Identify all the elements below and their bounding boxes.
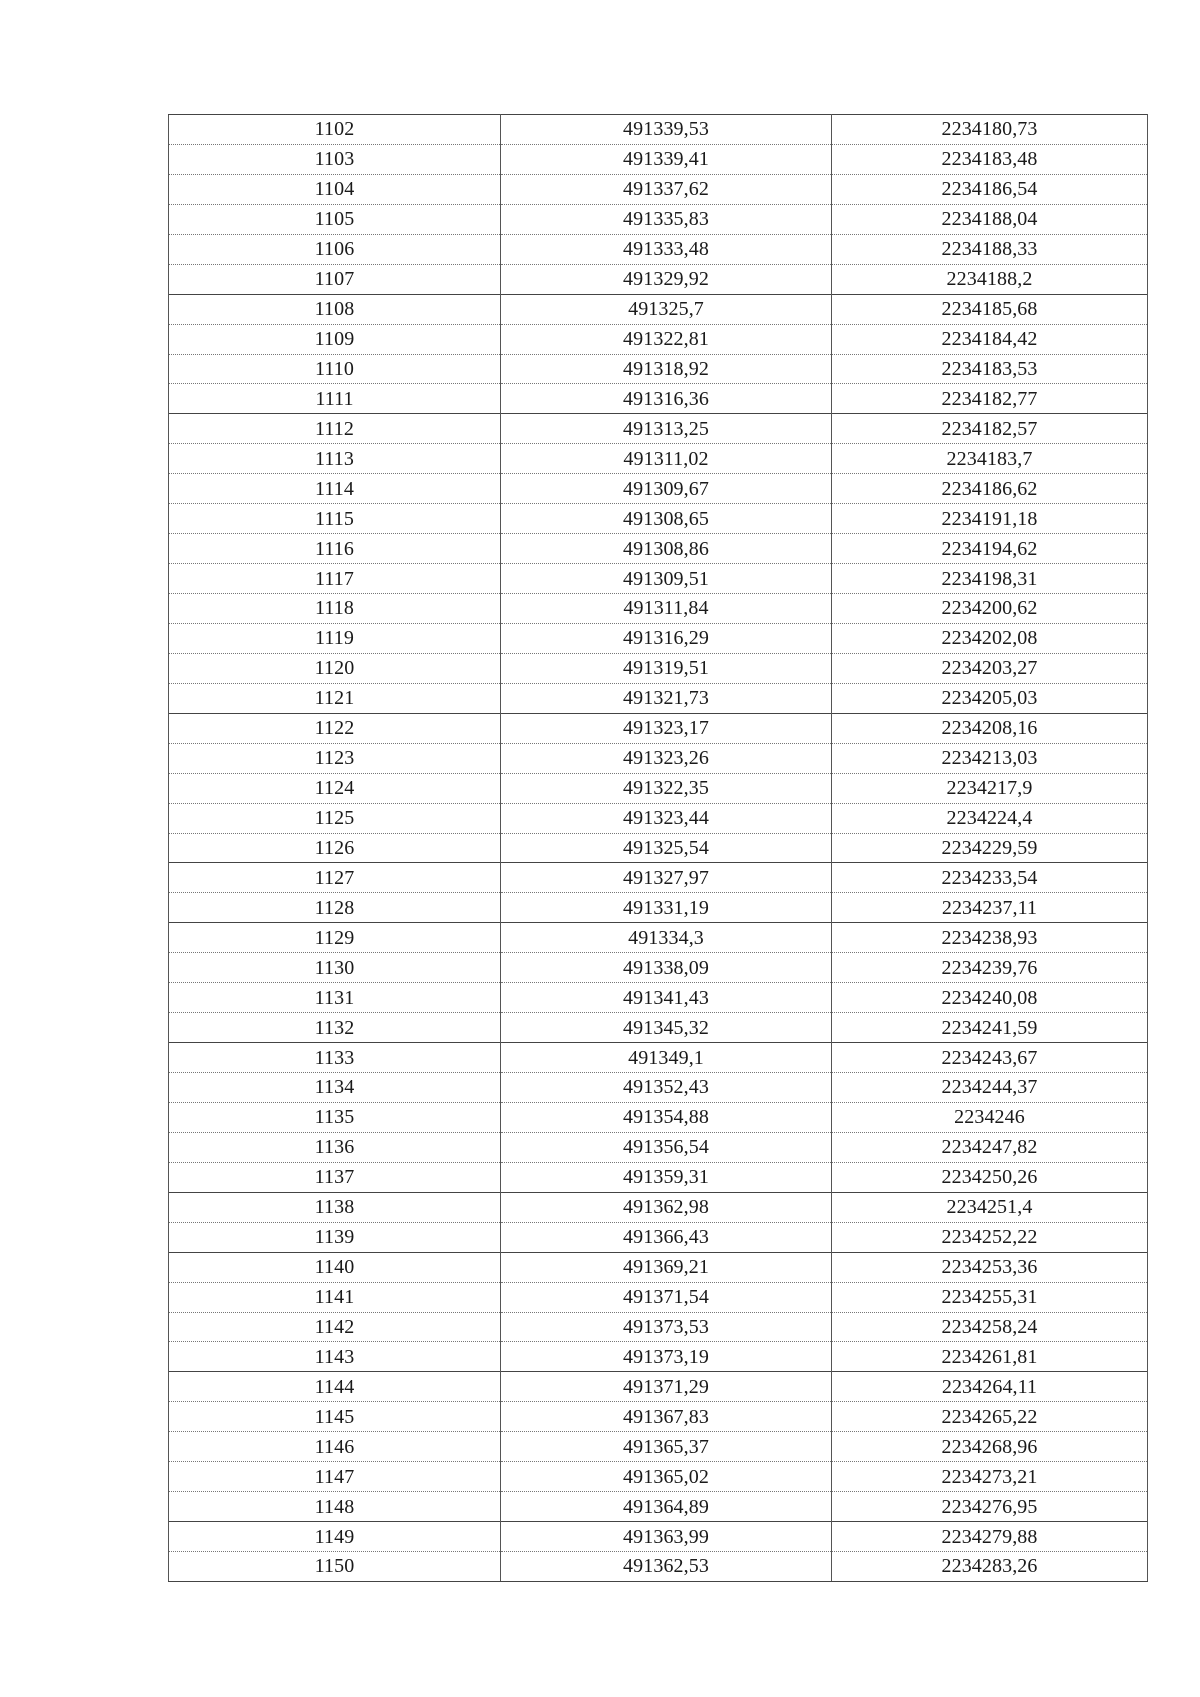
point-number-cell: 1140	[169, 1252, 501, 1282]
y-coordinate-cell: 2234253,36	[832, 1252, 1148, 1282]
point-number-cell: 1142	[169, 1312, 501, 1342]
y-coordinate-cell: 2234276,95	[832, 1492, 1148, 1522]
x-coordinate-cell: 491366,43	[501, 1222, 832, 1252]
point-number-cell: 1119	[169, 623, 501, 653]
table-row	[169, 264, 1148, 294]
table-row	[169, 174, 1148, 204]
y-coordinate-cell: 2234243,67	[832, 1043, 1148, 1073]
y-coordinate-cell: 2234182,77	[832, 384, 1148, 414]
table-row	[169, 623, 1148, 653]
table-row	[169, 1132, 1148, 1162]
x-coordinate-cell: 491365,02	[501, 1462, 832, 1492]
table-row	[169, 953, 1148, 983]
x-coordinate-cell: 491335,83	[501, 204, 832, 234]
point-number-cell: 1111	[169, 384, 501, 414]
table-row	[169, 713, 1148, 743]
y-coordinate-cell: 2234224,4	[832, 803, 1148, 833]
point-number-cell: 1141	[169, 1282, 501, 1312]
y-coordinate-cell: 2234238,93	[832, 923, 1148, 953]
y-coordinate-cell: 2234240,08	[832, 983, 1148, 1013]
point-number-cell: 1150	[169, 1552, 501, 1582]
table-row	[169, 1402, 1148, 1432]
y-coordinate-cell: 2234185,68	[832, 294, 1148, 324]
x-coordinate-cell: 491323,26	[501, 743, 832, 773]
table-row	[169, 1102, 1148, 1132]
table-row	[169, 294, 1148, 324]
table-row	[169, 1162, 1148, 1192]
table-row	[169, 1192, 1148, 1222]
coordinates-table	[168, 114, 1148, 1582]
point-number-cell: 1105	[169, 204, 501, 234]
x-coordinate-cell: 491325,54	[501, 833, 832, 863]
x-coordinate-cell: 491371,29	[501, 1372, 832, 1402]
point-number-cell: 1130	[169, 953, 501, 983]
y-coordinate-cell: 2234261,81	[832, 1342, 1148, 1372]
table-row	[169, 354, 1148, 384]
x-coordinate-cell: 491369,21	[501, 1252, 832, 1282]
table-row	[169, 204, 1148, 234]
point-number-cell: 1115	[169, 504, 501, 534]
point-number-cell: 1126	[169, 833, 501, 863]
x-coordinate-cell: 491352,43	[501, 1073, 832, 1103]
point-number-cell: 1103	[169, 144, 501, 174]
y-coordinate-cell: 2234255,31	[832, 1282, 1148, 1312]
point-number-cell: 1112	[169, 414, 501, 444]
point-number-cell: 1129	[169, 923, 501, 953]
y-coordinate-cell: 2234188,33	[832, 234, 1148, 264]
y-coordinate-cell: 2234265,22	[832, 1402, 1148, 1432]
x-coordinate-cell: 491316,36	[501, 384, 832, 414]
point-number-cell: 1125	[169, 803, 501, 833]
point-number-cell: 1107	[169, 264, 501, 294]
table-row	[169, 414, 1148, 444]
point-number-cell: 1143	[169, 1342, 501, 1372]
point-number-cell: 1104	[169, 174, 501, 204]
point-number-cell: 1122	[169, 713, 501, 743]
point-number-cell: 1137	[169, 1162, 501, 1192]
table-row	[169, 144, 1148, 174]
x-coordinate-cell: 491364,89	[501, 1492, 832, 1522]
x-coordinate-cell: 491321,73	[501, 683, 832, 713]
point-number-cell: 1148	[169, 1492, 501, 1522]
x-coordinate-cell: 491367,83	[501, 1402, 832, 1432]
table-row	[169, 863, 1148, 893]
point-number-cell: 1123	[169, 743, 501, 773]
table-row	[169, 504, 1148, 534]
y-coordinate-cell: 2234237,11	[832, 893, 1148, 923]
point-number-cell: 1138	[169, 1192, 501, 1222]
x-coordinate-cell: 491345,32	[501, 1013, 832, 1043]
x-coordinate-cell: 491319,51	[501, 653, 832, 683]
table-row	[169, 1522, 1148, 1552]
point-number-cell: 1131	[169, 983, 501, 1013]
table-row	[169, 1372, 1148, 1402]
y-coordinate-cell: 2234194,62	[832, 534, 1148, 564]
x-coordinate-cell: 491308,65	[501, 504, 832, 534]
point-number-cell: 1134	[169, 1073, 501, 1103]
y-coordinate-cell: 2234198,31	[832, 564, 1148, 594]
y-coordinate-cell: 2234247,82	[832, 1132, 1148, 1162]
y-coordinate-cell: 2234188,2	[832, 264, 1148, 294]
y-coordinate-cell: 2234191,18	[832, 504, 1148, 534]
x-coordinate-cell: 491362,53	[501, 1552, 832, 1582]
y-coordinate-cell: 2234202,08	[832, 623, 1148, 653]
x-coordinate-cell: 491331,19	[501, 893, 832, 923]
y-coordinate-cell: 2234186,54	[832, 174, 1148, 204]
point-number-cell: 1110	[169, 354, 501, 384]
x-coordinate-cell: 491363,99	[501, 1522, 832, 1552]
y-coordinate-cell: 2234251,4	[832, 1192, 1148, 1222]
x-coordinate-cell: 491309,67	[501, 474, 832, 504]
y-coordinate-cell: 2234208,16	[832, 713, 1148, 743]
table-row	[169, 983, 1148, 1013]
table-row	[169, 384, 1148, 414]
table-row	[169, 115, 1148, 145]
x-coordinate-cell: 491329,92	[501, 264, 832, 294]
y-coordinate-cell: 2234203,27	[832, 653, 1148, 683]
x-coordinate-cell: 491313,25	[501, 414, 832, 444]
point-number-cell: 1133	[169, 1043, 501, 1073]
point-number-cell: 1149	[169, 1522, 501, 1552]
x-coordinate-cell: 491322,35	[501, 773, 832, 803]
x-coordinate-cell: 491373,19	[501, 1342, 832, 1372]
x-coordinate-cell: 491339,41	[501, 144, 832, 174]
point-number-cell: 1121	[169, 683, 501, 713]
point-number-cell: 1145	[169, 1402, 501, 1432]
y-coordinate-cell: 2234233,54	[832, 863, 1148, 893]
x-coordinate-cell: 491311,02	[501, 444, 832, 474]
y-coordinate-cell: 2234188,04	[832, 204, 1148, 234]
x-coordinate-cell: 491362,98	[501, 1192, 832, 1222]
x-coordinate-cell: 491341,43	[501, 983, 832, 1013]
table-row	[169, 1312, 1148, 1342]
coordinates-table-body	[169, 115, 1148, 1582]
table-row	[169, 683, 1148, 713]
x-coordinate-cell: 491365,37	[501, 1432, 832, 1462]
table-row	[169, 773, 1148, 803]
y-coordinate-cell: 2234183,7	[832, 444, 1148, 474]
x-coordinate-cell: 491373,53	[501, 1312, 832, 1342]
x-coordinate-cell: 491333,48	[501, 234, 832, 264]
y-coordinate-cell: 2234264,11	[832, 1372, 1148, 1402]
table-row	[169, 564, 1148, 594]
point-number-cell: 1136	[169, 1132, 501, 1162]
table-row	[169, 1013, 1148, 1043]
table-row	[169, 444, 1148, 474]
y-coordinate-cell: 2234273,21	[832, 1462, 1148, 1492]
y-coordinate-cell: 2234241,59	[832, 1013, 1148, 1043]
y-coordinate-cell: 2234246	[832, 1102, 1148, 1132]
table-row	[169, 1282, 1148, 1312]
x-coordinate-cell: 491327,97	[501, 863, 832, 893]
x-coordinate-cell: 491318,92	[501, 354, 832, 384]
x-coordinate-cell: 491349,1	[501, 1043, 832, 1073]
x-coordinate-cell: 491322,81	[501, 324, 832, 354]
point-number-cell: 1118	[169, 594, 501, 624]
x-coordinate-cell: 491308,86	[501, 534, 832, 564]
table-row	[169, 1252, 1148, 1282]
point-number-cell: 1144	[169, 1372, 501, 1402]
point-number-cell: 1106	[169, 234, 501, 264]
table-row	[169, 1552, 1148, 1582]
y-coordinate-cell: 2234183,53	[832, 354, 1148, 384]
y-coordinate-cell: 2234184,42	[832, 324, 1148, 354]
x-coordinate-cell: 491339,53	[501, 115, 832, 145]
table-row	[169, 803, 1148, 833]
x-coordinate-cell: 491354,88	[501, 1102, 832, 1132]
x-coordinate-cell: 491323,17	[501, 713, 832, 743]
point-number-cell: 1109	[169, 324, 501, 354]
y-coordinate-cell: 2234200,62	[832, 594, 1148, 624]
x-coordinate-cell: 491338,09	[501, 953, 832, 983]
table-row	[169, 1342, 1148, 1372]
y-coordinate-cell: 2234268,96	[832, 1432, 1148, 1462]
y-coordinate-cell: 2234205,03	[832, 683, 1148, 713]
x-coordinate-cell: 491356,54	[501, 1132, 832, 1162]
y-coordinate-cell: 2234279,88	[832, 1522, 1148, 1552]
point-number-cell: 1147	[169, 1462, 501, 1492]
y-coordinate-cell: 2234252,22	[832, 1222, 1148, 1252]
point-number-cell: 1108	[169, 294, 501, 324]
x-coordinate-cell: 491316,29	[501, 623, 832, 653]
table-row	[169, 743, 1148, 773]
point-number-cell: 1132	[169, 1013, 501, 1043]
table-row	[169, 1492, 1148, 1522]
y-coordinate-cell: 2234217,9	[832, 773, 1148, 803]
y-coordinate-cell: 2234229,59	[832, 833, 1148, 863]
table-row	[169, 893, 1148, 923]
point-number-cell: 1135	[169, 1102, 501, 1132]
point-number-cell: 1114	[169, 474, 501, 504]
y-coordinate-cell: 2234182,57	[832, 414, 1148, 444]
point-number-cell: 1120	[169, 653, 501, 683]
table-row	[169, 1073, 1148, 1103]
x-coordinate-cell: 491371,54	[501, 1282, 832, 1312]
y-coordinate-cell: 2234183,48	[832, 144, 1148, 174]
x-coordinate-cell: 491359,31	[501, 1162, 832, 1192]
y-coordinate-cell: 2234180,73	[832, 115, 1148, 145]
y-coordinate-cell: 2234186,62	[832, 474, 1148, 504]
table-row	[169, 534, 1148, 564]
point-number-cell: 1102	[169, 115, 501, 145]
point-number-cell: 1146	[169, 1432, 501, 1462]
table-row	[169, 653, 1148, 683]
point-number-cell: 1139	[169, 1222, 501, 1252]
table-row	[169, 833, 1148, 863]
table-row	[169, 234, 1148, 264]
point-number-cell: 1113	[169, 444, 501, 474]
y-coordinate-cell: 2234239,76	[832, 953, 1148, 983]
table-row	[169, 474, 1148, 504]
table-row	[169, 1462, 1148, 1492]
point-number-cell: 1117	[169, 564, 501, 594]
point-number-cell: 1127	[169, 863, 501, 893]
y-coordinate-cell: 2234283,26	[832, 1552, 1148, 1582]
table-row	[169, 1432, 1148, 1462]
y-coordinate-cell: 2234258,24	[832, 1312, 1148, 1342]
y-coordinate-cell: 2234213,03	[832, 743, 1148, 773]
x-coordinate-cell: 491311,84	[501, 594, 832, 624]
x-coordinate-cell: 491337,62	[501, 174, 832, 204]
y-coordinate-cell: 2234244,37	[832, 1073, 1148, 1103]
x-coordinate-cell: 491325,7	[501, 294, 832, 324]
table-row	[169, 923, 1148, 953]
x-coordinate-cell: 491334,3	[501, 923, 832, 953]
point-number-cell: 1124	[169, 773, 501, 803]
table-row	[169, 324, 1148, 354]
table-row	[169, 594, 1148, 624]
x-coordinate-cell: 491323,44	[501, 803, 832, 833]
table-row	[169, 1043, 1148, 1073]
x-coordinate-cell: 491309,51	[501, 564, 832, 594]
point-number-cell: 1128	[169, 893, 501, 923]
point-number-cell: 1116	[169, 534, 501, 564]
table-row	[169, 1222, 1148, 1252]
y-coordinate-cell: 2234250,26	[832, 1162, 1148, 1192]
